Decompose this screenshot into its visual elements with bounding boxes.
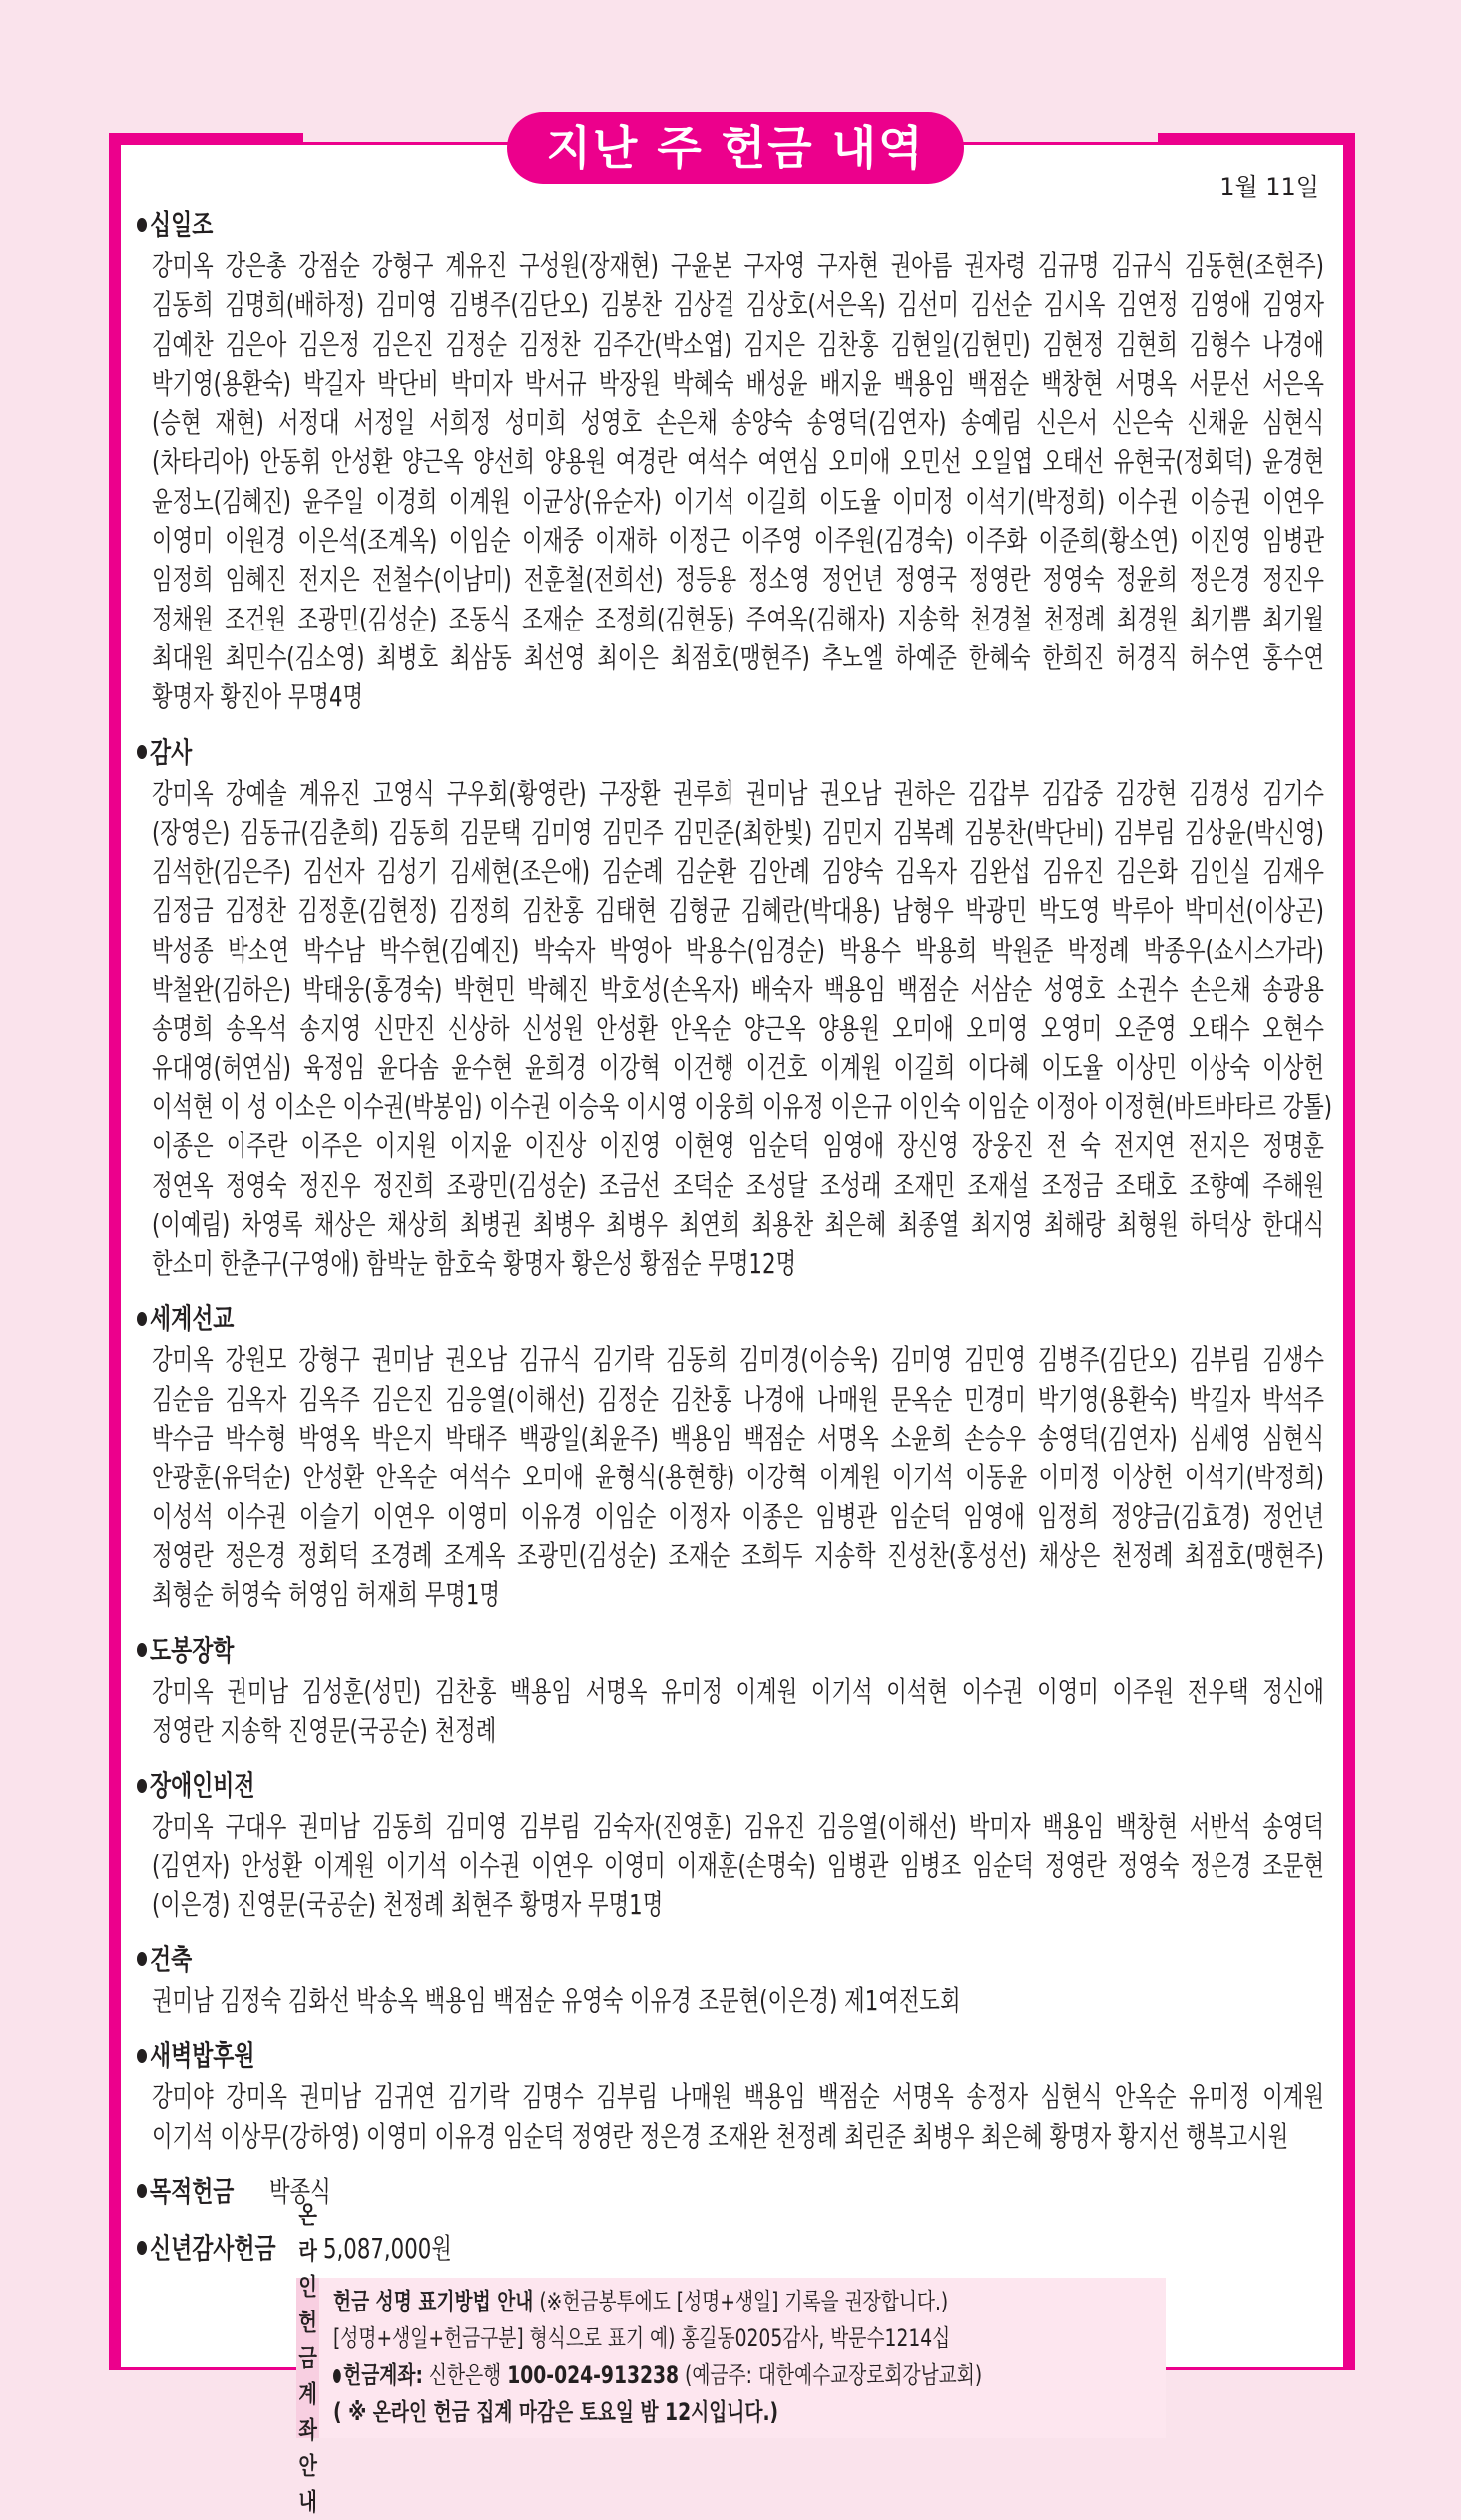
- offering-section: [137, 202, 1334, 717]
- section-title: 감사: [150, 735, 193, 769]
- name-line-row: [152, 1497, 1324, 1536]
- donor-names-line: 정채원 조건원 조광민(김성순) 조동식 조재순 조정희(김현동) 주여옥(김해자) 지송학 천경철 천정례 최경원 최기쁨 최기월: [152, 602, 1324, 635]
- name-line-row: [152, 1886, 1324, 1924]
- name-line-row: [152, 442, 1324, 481]
- name-line-row: [152, 600, 1324, 638]
- account-label: 헌금계좌:: [343, 2361, 424, 2389]
- donor-names-line: 한소미 한춘구(구영애) 함박눈 함호숙 황명자 황은성 황점순 무명12명: [152, 1247, 797, 1281]
- name-line-row: [152, 1807, 1324, 1846]
- name-line-row: [152, 1340, 1324, 1379]
- name-line-row: [152, 2077, 1324, 2116]
- section-header: [137, 729, 1334, 774]
- donor-names-line: 김예찬 김은아 김은정 김은진 김정순 김정찬 김주간(박소엽) 김지은 김찬홍 김현일(김현민) 김현정 김현희 김형수 나경애: [152, 327, 1324, 361]
- name-line-row: [152, 1419, 1324, 1458]
- bullet-icon: [137, 2184, 147, 2198]
- section-header: [137, 1295, 1334, 1340]
- guide-title: 헌금 성명 표기방법 안내: [333, 2288, 534, 2315]
- donor-names-line: 이기석 이상무(강하영) 이영미 이유경 임순덕 정영란 정은경 조재완 천정례 최린준 최병우 최은혜 황명자 황지선 행복고시원: [152, 2119, 1289, 2153]
- section-title: 새벽밥후원: [150, 2039, 255, 2073]
- name-line-row: [152, 1049, 1324, 1087]
- donor-names-line: 권미남 김정숙 김화선 박송옥 백용임 백점순 유영숙 이유경 조문현(이은경) 제1여전도회: [152, 1983, 961, 2017]
- donor-names-line: 강미옥 강원모 강형구 권미남 권오남 김규식 김기락 김동희 김미경(이승욱) 김미영 김민영 김병주(김단오) 김부림 김생수: [152, 1343, 1324, 1377]
- section-title: 신년감사헌금: [150, 2231, 276, 2265]
- section-value: 5,087,000원: [323, 2231, 453, 2265]
- name-line-row: [152, 1846, 1324, 1885]
- name-line-row: [152, 1458, 1324, 1496]
- name-line-row: [152, 403, 1324, 442]
- section-header: [137, 1936, 1334, 1981]
- name-line-row: [152, 482, 1324, 521]
- offering-section: [137, 1627, 1334, 1751]
- donor-names-line: 송명희 송옥석 송지영 신만진 신상하 신성원 안성환 안옥순 양근옥 양용원 오미애 오미영 오영미 오준영 오태수 오현수: [152, 1012, 1324, 1046]
- donor-names-line: 김석한(김은주) 김선자 김성기 김세현(조은애) 김순례 김순환 김안례 김양숙 김옥자 김완섭 김유진 김은화 김인실 김재우: [152, 855, 1324, 889]
- section-title: 십일조: [150, 209, 214, 241]
- donor-names-line: (김연자) 안성환 이계원 이기석 이수권 이연우 이영미 이재훈(손명숙) 임병관 임병조 임순덕 정영란 정영숙 정은경 조문현: [152, 1849, 1324, 1883]
- donor-names-line: (장영은) 김동규(김춘희) 김동희 김문택 김미영 김민주 김민준(최한빛) 김민지 김복례 김봉찬(박단비) 김부림 김상윤(박신영): [152, 815, 1324, 849]
- name-line-row: [152, 638, 1324, 677]
- guide-note: (※헌금봉투에도 [성명+생일] 기록을 권장합니다.): [539, 2288, 949, 2315]
- name-line-row: [152, 1536, 1324, 1575]
- name-line-row: [152, 1009, 1324, 1048]
- donor-names-line: 이영미 이원경 이은석(조계옥) 이임순 이재중 이재하 이정근 이주영 이주원(김경숙) 이주화 이준희(황소연) 이진영 임병관: [152, 524, 1324, 558]
- name-line-row: [152, 521, 1324, 560]
- bullet-icon: [137, 2241, 147, 2255]
- section-title: 장애인비전: [150, 1769, 255, 1803]
- name-line-row: [152, 2117, 1324, 2156]
- guide-line: [333, 2284, 982, 2320]
- bullet-icon: [137, 1312, 147, 1326]
- donor-names-line: 최형순 허영숙 허영임 허재희 무명1명: [152, 1578, 500, 1612]
- name-line-row: [152, 891, 1324, 930]
- name-line-row: [152, 364, 1324, 403]
- name-line-row: [152, 1126, 1324, 1165]
- info-box-label: [296, 2200, 319, 2516]
- date-label: 1월 11일: [1219, 173, 1319, 201]
- donor-names-line: (이은경) 진영문(국공순) 천정례 최현주 황명자 무명1명: [152, 1888, 664, 1921]
- section-value: 박종식: [269, 2174, 331, 2208]
- account-number: 100-024-913238: [507, 2361, 680, 2389]
- name-line-row: [152, 1672, 1324, 1711]
- name-line-row: [152, 246, 1324, 285]
- info-label-line1: 온라인헌금: [298, 2200, 317, 2372]
- bullet-icon: [333, 2369, 341, 2383]
- name-line-row: [152, 970, 1324, 1009]
- donor-names-line: 박성종 박소연 박수남 박수현(김예진) 박숙자 박영아 박용수(임경순) 박용수 박용희 박원준 박정례 박종우(쇼시스가라): [152, 933, 1324, 967]
- section-title: 건축: [150, 1942, 193, 1976]
- section-header: [137, 202, 1334, 246]
- name-line-row: [152, 1205, 1324, 1244]
- donor-names-line: 김순음 김옥자 김옥주 김은진 김응열(이해선) 김정순 김찬홍 나경애 나매원 문옥순 민경미 박기영(용환숙) 박길자 박석주: [152, 1382, 1324, 1416]
- donor-names-line: 이성석 이수권 이슬기 이연우 이영미 이유경 이임순 이정자 이종은 임병관 임순덕 임영애 임정희 정양금(김효경) 정언년: [152, 1499, 1324, 1533]
- offering-section: [137, 1762, 1334, 1924]
- name-line-row: [152, 1244, 1324, 1283]
- offering-list: [137, 202, 1334, 2282]
- donor-names-line: 박철완(김하은) 박태웅(홍경숙) 박현민 박혜진 박호성(손옥자) 배숙자 백용임 백점순 서삼순 성영호 소권수 손은채 송광용: [152, 973, 1324, 1007]
- section-header: [137, 1627, 1334, 1672]
- section-title: 도봉장학: [150, 1633, 235, 1667]
- section-header: [137, 2032, 1334, 2077]
- donor-names-line: 이석현 이 성 이소은 이수권(박봉임) 이수권 이승욱 이시영 이웅희 이유정 이은규 이인숙 이임순 이정아 이정현(바트바타르 강톨): [152, 1089, 1333, 1123]
- name-line-row: [152, 325, 1324, 364]
- donor-names-line: 강미옥 권미남 김성훈(성민) 김찬홍 백용임 서명옥 유미정 이계원 이기석 이석현 이수권 이영미 이주원 전우택 정신애: [152, 1674, 1324, 1708]
- bullet-icon: [137, 2049, 147, 2063]
- donor-names-line: 정영란 지송학 진영문(국공순) 천정례: [152, 1713, 497, 1747]
- offering-section: [137, 729, 1334, 1284]
- bullet-icon: [137, 1643, 147, 1657]
- donor-names-line: 정연옥 정영숙 정진우 정진희 조광민(김성순) 조금선 조덕순 조성달 조성래 조재민 조재설 조정금 조태호 조향예 주해원: [152, 1168, 1324, 1202]
- name-line-row: [152, 1711, 1324, 1750]
- info-label-line2: 계좌 안내: [298, 2379, 317, 2516]
- account-line: [333, 2357, 982, 2394]
- name-line-row: [152, 774, 1324, 813]
- offering-section: [137, 2032, 1334, 2156]
- donor-names-line: 정영란 정은경 정회덕 조경례 조계옥 조광민(김성순) 조재순 조희두 지송학 진성찬(홍성선) 채상은 천정례 최점호(맹현주): [152, 1538, 1324, 1572]
- donor-names-line: (승현 재현) 서정대 서정일 서희정 성미희 성영호 손은채 송양숙 송영덕(김연자) 송예림 신은서 신은숙 신채윤 심현식: [152, 406, 1324, 440]
- donor-names-line: 강미옥 구대우 권미남 김동희 김미영 김부림 김숙자(진영훈) 김유진 김응열(이해선) 박미자 백용임 백창현 서반석 송영덕: [152, 1810, 1324, 1844]
- name-line-row: [152, 1575, 1324, 1614]
- info-box-body: [319, 2278, 1166, 2438]
- donor-names-line: 최대원 최민수(김소영) 최병호 최삼동 최선영 최이은 최점호(맹현주) 추노엘 하예준 한혜숙 한희진 허경직 허수연 홍수연: [152, 640, 1324, 674]
- frame-corner-left: [109, 133, 303, 145]
- offering-section: [137, 1295, 1334, 1614]
- name-line-row: [152, 285, 1324, 324]
- donor-names-line: 강미옥 강은총 강점순 강형구 계유진 구성원(장재현) 구윤본 구자영 구자현 권아름 권자령 김규명 김규식 김동현(조현주): [152, 249, 1324, 282]
- frame-corner-right: [1158, 133, 1355, 145]
- name-line-row: [152, 1087, 1333, 1126]
- bullet-icon: [137, 1952, 147, 1966]
- donor-names-line: 이종은 이주란 이주은 이지원 이지윤 이진상 이진영 이현영 임순덕 임영애 장신영 장웅진 전 숙 전지연 전지은 정명훈: [152, 1129, 1324, 1163]
- name-line-row: [152, 1166, 1324, 1205]
- donor-names-line: 박수금 박수형 박영옥 박은지 박태주 백광일(최윤주) 백용임 백점순 서명옥 소윤희 손승우 송영덕(김연자) 심세영 심현식: [152, 1422, 1324, 1456]
- name-line-row: [152, 1981, 1324, 2020]
- bank-name: 신한은행: [429, 2361, 502, 2389]
- name-line-row: [152, 852, 1324, 891]
- donor-names-line: (차타리아) 안동휘 안성환 양근옥 양선희 양용원 여경란 여석수 여연심 오미애 오민선 오일엽 오태선 유현국(정회덕) 윤경현: [152, 445, 1324, 479]
- donor-names-line: 황명자 황진아 무명4명: [152, 680, 364, 714]
- account-holder: (예금주: 대한예수교장로회강남교회): [685, 2361, 983, 2389]
- name-line-row: [152, 560, 1324, 599]
- donor-names-line: 유대영(허연심) 육정임 윤다솜 윤수현 윤희경 이강혁 이건행 이건호 이계원 이길희 이다혜 이도율 이상민 이상숙 이상헌: [152, 1050, 1324, 1084]
- section-header: [137, 1762, 1334, 1807]
- donor-names-line: 박기영(용환숙) 박길자 박단비 박미자 박서규 박장원 박혜숙 배성윤 배지윤 백용임 백점순 백창현 서명옥 서문선 서은옥: [152, 366, 1324, 400]
- name-line-row: [152, 1380, 1324, 1419]
- offering-section: [137, 1936, 1334, 2020]
- donor-names-line: 김정금 김정찬 김정훈(김현정) 김정희 김찬홍 김태현 김형균 김혜란(박대용) 남형우 박광민 박도영 박루아 박미선(이상곤): [152, 894, 1324, 928]
- donor-names-line: 강미야 강미옥 권미남 김귀연 김기락 김명수 김부림 나매원 백용임 백점순 서명옥 송정자 심현식 안옥순 유미정 이계원: [152, 2080, 1324, 2114]
- bullet-icon: [137, 218, 147, 232]
- section-title: 세계선교: [150, 1302, 235, 1336]
- donor-names-line: 임정희 임혜진 전지은 전철수(이남미) 전훈철(전희선) 정등용 정소영 정언년 정영국 정영란 정영숙 정윤희 정은경 정진우: [152, 563, 1324, 597]
- donor-names-line: 김동희 김명희(배하정) 김미영 김병주(김단오) 김봉찬 김상걸 김상호(서은옥) 김선미 김선순 김시옥 김연정 김영애 김영자: [152, 288, 1324, 322]
- name-line-row: [152, 931, 1324, 970]
- name-line-row: [152, 813, 1324, 852]
- deadline-note: ( ※ 온라인 헌금 집계 마감은 토요일 밤 12시입니다.): [333, 2398, 779, 2426]
- page-title: 지난 주 헌금 내역: [507, 112, 964, 184]
- section-title: 목적헌금: [150, 2174, 235, 2208]
- donor-names-line: (이예림) 차영록 채상은 채상희 최병권 최병우 최병우 최연희 최용찬 최은혜 최종열 최지영 최해랑 최형원 하덕상 한대식: [152, 1207, 1324, 1241]
- donor-names-line: 강미옥 강예솔 계유진 고영식 구우회(황영란) 구장환 권루희 권미남 권오남 권하은 김갑부 김갑중 김강현 김경성 김기수: [152, 776, 1324, 810]
- donor-names-line: 안광훈(유덕순) 안성환 안옥순 여석수 오미애 윤형식(용현향) 이강혁 이계원 이기석 이동윤 이미정 이상헌 이석기(박정희): [152, 1461, 1324, 1494]
- donor-names-line: 윤정노(김혜진) 윤주일 이경희 이계원 이균상(유순자) 이기석 이길희 이도율 이미정 이석기(박정희) 이수권 이승권 이연우: [152, 484, 1324, 518]
- name-line-row: [152, 677, 1324, 716]
- bullet-icon: [137, 745, 147, 759]
- format-line: [성명+생일+헌금구분] 형식으로 표기 예) 홍길동0205감사, 박문수1214십: [333, 2324, 951, 2352]
- bullet-icon: [137, 1779, 147, 1793]
